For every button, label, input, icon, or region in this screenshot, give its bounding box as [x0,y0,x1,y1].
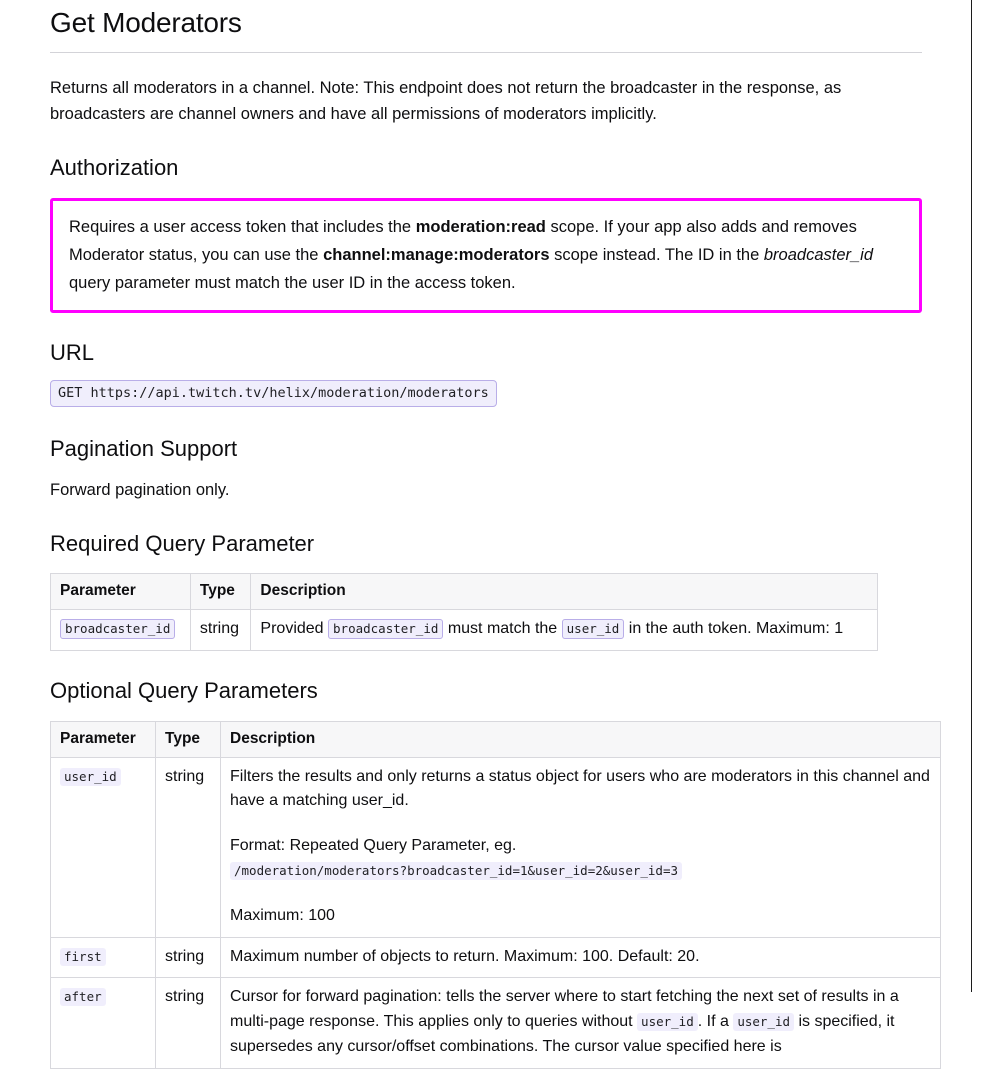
desc-format-prefix: Format: Repeated Query Parameter, eg. [230,837,517,855]
url-code-block: GET https://api.twitch.tv/helix/moderation/moderators [50,380,497,407]
param-description-cell [221,978,941,1068]
code-broadcaster-id: broadcaster_id [60,619,175,639]
param-name-cell [51,937,156,978]
code-broadcaster-id-inline: broadcaster_id [328,619,443,639]
table-row [51,978,941,1068]
code-user-id-inline-a: user_id [637,1013,698,1031]
callout-text-part4: query parameter must match the user ID in the access token. [69,273,516,292]
authorization-callout-text [69,213,903,297]
scope-channel-manage-moderators: channel:manage:moderators [323,245,550,264]
url-heading: URL [50,339,95,365]
optional-params-heading: Optional Query Parameters [50,678,318,704]
callout-param-broadcaster-id: broadcaster_id [763,245,874,264]
required-params-heading: Required Query Parameter [50,530,315,556]
code-user-id-inline-b: user_id [733,1013,794,1031]
desc-text-3: in the auth token. Maximum: 1 [624,620,844,638]
code-user-id: user_id [60,768,121,786]
required-params-table [50,573,878,651]
column-header-description: Description [221,721,941,757]
param-description-cell [251,610,878,651]
column-header-type: Type [156,721,221,757]
optional-params-table [50,721,941,1069]
callout-text-part3: scope instead. The ID in the [549,245,764,264]
code-after: after [60,988,106,1006]
callout-text-part2: scope. If your app also adds and removes Moderator status, you can use the [69,217,857,264]
column-header-type: Type [190,574,251,610]
table-header-row [51,574,878,610]
desc-after-text-1: Cursor for forward pagination: tells the server where to start fetching the next set of results in a multi-page response. This applies only to queries without [230,988,899,1031]
code-user-id-inline: user_id [562,619,625,639]
param-type-cell: string [156,978,221,1068]
pagination-heading: Pagination Support [50,436,238,462]
param-type-cell: string [156,937,221,978]
column-header-description: Description [251,574,878,610]
param-name-cell [51,610,191,651]
table-header-row [51,721,941,757]
authorization-callout [50,198,922,313]
scope-moderation-read: moderation:read [415,217,546,236]
table-row [51,757,941,937]
title-divider [50,52,922,53]
param-type-cell: string [156,757,221,937]
desc-after-text-3: is specified, it supersedes any cursor/offset combinations. The cursor value specified here is [230,1013,895,1056]
desc-text-2: must match the [443,620,562,638]
table-row [51,937,941,978]
code-example-query: /moderation/moderators?broadcaster_id=1&user_id=2&user_id=3 [230,862,682,880]
desc-paragraph-maximum: Maximum: 100 [230,906,335,924]
page-title: Get Moderators [50,7,242,38]
column-header-parameter: Parameter [51,574,191,610]
desc-paragraph-format [230,834,931,884]
pagination-text: Forward pagination only. [50,480,230,499]
code-first: first [60,948,106,966]
param-name-cell [51,757,156,937]
desc-paragraph-filters: Filters the results and only returns a status object for users who are moderators in this channel and have a matching user_id. [230,767,930,810]
param-type-cell: string [190,610,251,651]
table-row [51,610,878,651]
authorization-heading: Authorization [50,155,179,181]
intro-paragraph: Returns all moderators in a channel. Note: This endpoint does not return the broadcaster in the response, as broadcasters are channel owners and have all permissions of moderators implicitly. [50,78,842,124]
param-description-cell [221,757,941,937]
param-name-cell [51,978,156,1068]
column-header-parameter: Parameter [51,721,156,757]
desc-text-1: Provided [260,620,329,638]
param-description-cell: Maximum number of objects to return. Maximum: 100. Default: 20. [221,937,941,978]
desc-after-text-2: . If a [697,1013,734,1031]
callout-text-part1: Requires a user access token that includes the [69,217,416,236]
